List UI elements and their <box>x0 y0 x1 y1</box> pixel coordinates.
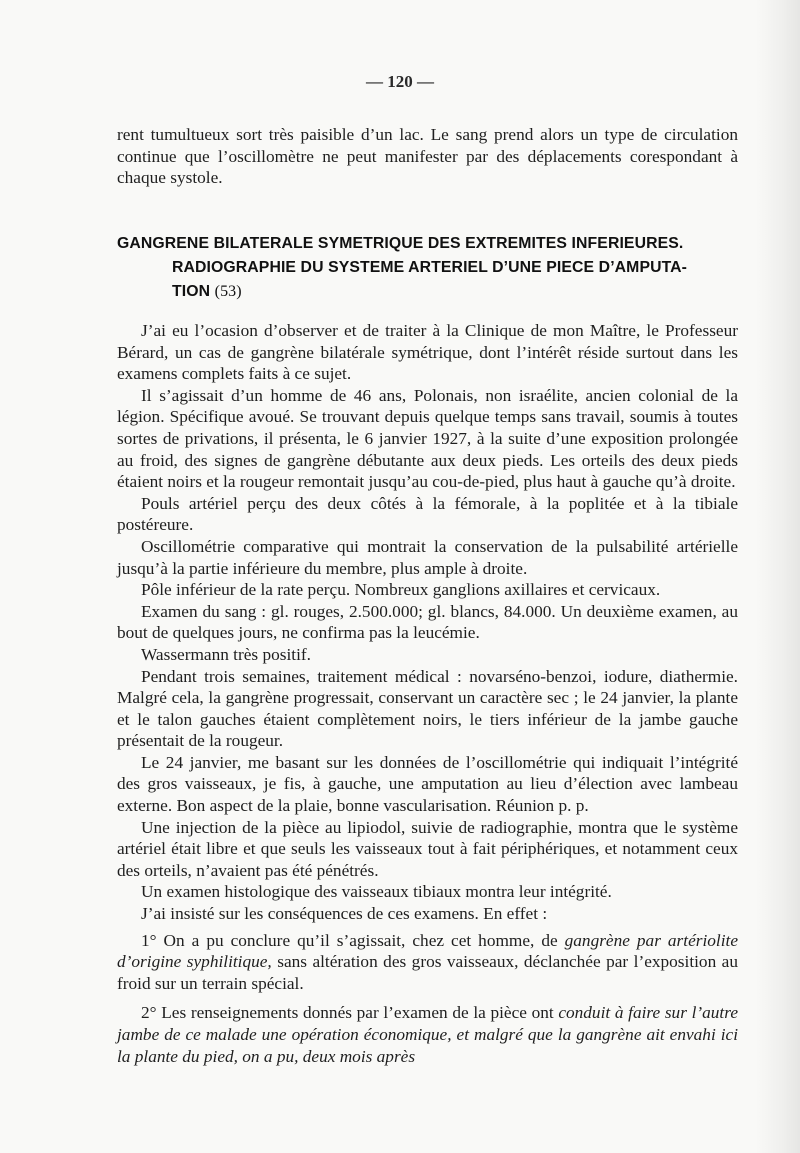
main-text <box>117 320 738 1067</box>
numbered-point-1 <box>117 930 738 995</box>
heading-line-3 <box>117 280 742 304</box>
heading-line-2: RADIOGRAPHIE DU SYSTEME ARTERIEL D’UNE PIECE D’AMPUTA- <box>172 259 688 276</box>
paragraph: Une injection de la pièce au lipiodol, suivie de radiographie, montra que le système artériel était libre et que seuls les vaisseaux tout à fait périphériques, et notamment ceux des orteils, n’avaient pas été pénétrés. <box>117 817 738 880</box>
paragraph: Examen du sang : gl. rouges, 2.500.000; gl. blancs, 84.000. Un deuxième examen, au bout de quelques jours, ne confirma pas la leucémie. <box>117 601 738 643</box>
paragraph: J’ai eu l’ocasion d’observer et de traiter à la Clinique de mon Maître, le Professeur Bérard, un cas de gangrène bilatérale symétrique, dont l’intérêt réside surtout dans les examens complets faits à ce sujet. <box>117 321 738 384</box>
page-number: — 120 — <box>366 72 434 91</box>
intro-paragraph <box>117 124 738 189</box>
point-1-text: 1° On a pu conclure qu’il s’agissait, chez cet homme, de <box>141 930 565 950</box>
numbered-point-2 <box>117 1002 738 1067</box>
paragraph: Pendant trois semaines, traitement médical : novarséno-benzoi, iodure, diathermie. Malgré cela, la gangrène progressait, conservant un caractère sec ; le 24 janvier, la plante et le talon gauches étaient complètement noirs, le tiers inférieur de la jambe gauche présentait de la rougeur. <box>117 666 738 751</box>
point-1-text-end: sans altération des gros vaisseaux, déclanchée par l’exposition au froid sur un terrain spécial. <box>117 952 738 993</box>
intro-text: rent tumultueux sort très paisible d’un lac. Le sang prend alors un type de circulation continue que l’oscillomètre ne peut manifester par des déplacements corespondant à chaque systole. <box>117 125 738 188</box>
paragraph: Il s’agissait d’un homme de 46 ans, Polonais, non israélite, ancien colonial de la légion. Spécifique avoué. Se trouvant depuis quelque temps sans travail, soumis à toutes sortes de privations, il présenta, le 6 janvier 1927, à la suite d’une exposition prolongée au froid, des signes de gangrène débutante aux deux pieds. Les orteils des deux pieds étaient noirs et la rougeur remontait jusqu’au cou-de-pied, plus haut à gauche qu’à droite. <box>117 385 738 492</box>
scan-edge-shadow <box>755 0 800 1153</box>
paragraph: Un examen histologique des vaisseaux tibiaux montra leur intégrité. <box>141 882 612 902</box>
heading-line-3-text: TION <box>172 283 211 300</box>
paragraph: Oscillométrie comparative qui montrait la conservation de la pulsabilité artérielle jusqu’à la partie inférieure du membre, plus ample à droite. <box>117 536 738 578</box>
paragraph: Pouls artériel perçu des deux côtés à la fémorale, à la poplitée et à la tibiale postéreure. <box>117 493 738 535</box>
paragraph: Le 24 janvier, me basant sur les données de l’oscillométrie qui indiquait l’intégrité des gros vaisseaux, je fis, à gauche, une amputation au lieu d’élection avec lambeau externe. Bon aspect de la plaie, bonne vascularisation. Réunion p. p. <box>117 752 738 816</box>
paragraph: J’ai insisté sur les conséquences de ces examens. En effet : <box>141 904 548 924</box>
heading-reference: (53) <box>214 283 242 300</box>
section-heading <box>117 232 742 304</box>
point-2-italic: conduit à faire sur l’autre jambe de ce malade une opération économique, et malgré que la gangrène ait envahi ici la plante du pied, on a pu, deux mois après <box>117 1003 738 1066</box>
heading-line-1: GANGRENE BILATERALE SYMETRIQUE DES EXTREMITES INFERIEURES. <box>117 235 684 252</box>
point-1-italic: gangrène par artériolite d’origine syphilitique, <box>117 930 738 972</box>
paragraph: Wassermann très positif. <box>141 644 311 664</box>
paragraph: Pôle inférieur de la rate perçu. Nombreux ganglions axillaires et cervicaux. <box>141 580 661 600</box>
point-2-text: 2° Les renseignements donnés par l’examen de la pièce ont <box>141 1003 559 1023</box>
